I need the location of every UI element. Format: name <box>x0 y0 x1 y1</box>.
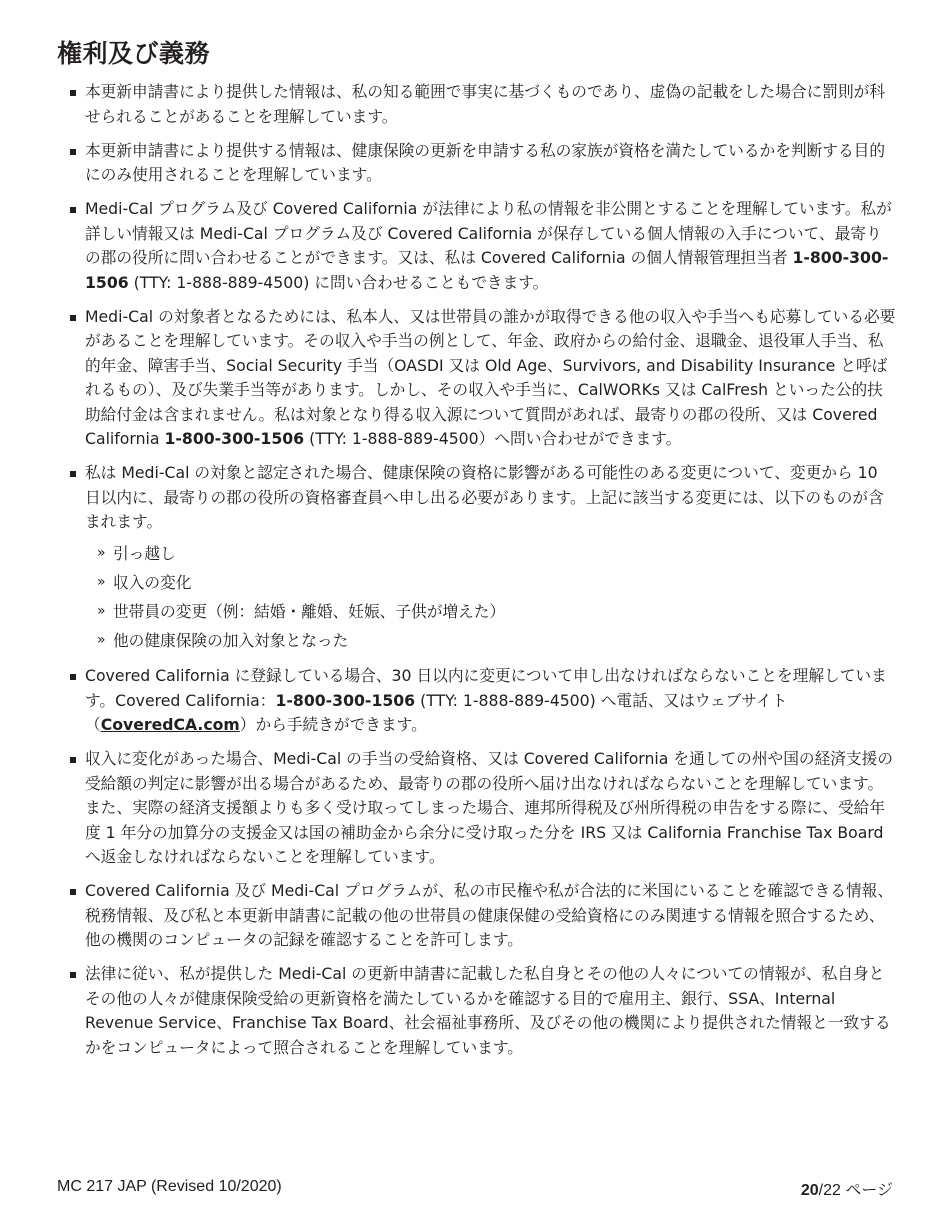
item-text: (TTY: 1-888-889-4500）へ問い合わせができます。 <box>304 429 682 448</box>
bullet-square-icon <box>70 315 76 321</box>
item-text: Covered California に登録している場合、30 日以内に変更について申し出なければならないことを理解しています。Covered California： <box>85 666 887 710</box>
bullet-square-icon <box>70 972 76 978</box>
phone-number: 1-800-300-1506 <box>164 429 305 448</box>
sublist-item: » 収入の変化 <box>85 568 896 597</box>
chevron-double-right-icon: » <box>97 573 106 590</box>
sublist-item: » 世帯員の変更（例：結婚・離婚、妊娠、子供が増えた） <box>85 597 896 626</box>
rights-list <box>70 80 896 1070</box>
bullet-square-icon <box>70 149 76 155</box>
bullet-square-icon <box>70 207 76 213</box>
coveredca-link[interactable]: CoveredCA.com <box>100 715 240 734</box>
bullet-square-icon <box>70 889 76 895</box>
page-number <box>801 1177 893 1200</box>
sublist-item: » 他の健康保険の加入対象となった <box>85 626 896 655</box>
list-item <box>70 80 896 129</box>
list-item <box>70 962 896 1060</box>
list-item <box>70 461 896 655</box>
item-text: Medi-Cal の対象者となるためには、私本人、又は世帯員の誰かが取得できる他の収入や手当へも応募している必要があることを理解しています。その収入や手当の例として、年金、政府からの給付金、退職金、退役軍人手当、私的年金、障害手当、Social Security 手当（OASDI 又は Old Age、Survivors, and Disability Insurance と呼ばれるもの）、及び失業手当等があります。しかし、その収入や手当に、CalWORKs 又は CalFresh といった公的扶助給付金は含まれません。私は対象となり得る収入源について質問があれば、最寄りの郡の役所、又は Covered California <box>85 306 896 448</box>
list-item <box>70 664 896 738</box>
form-id: MC 217 JAP (Revised 10/2020) <box>57 1178 282 1195</box>
item-text: 本更新申請書により提供した情報は、私の知る範囲で事実に基づくものであり、虚偽の記載をした場合に罰則が科せられることがあることを理解しています。 <box>85 82 886 126</box>
list-item <box>70 139 896 188</box>
item-text: (TTY: 1-888-889-4500) に問い合わせることもできます。 <box>128 272 549 292</box>
list-item <box>70 879 896 953</box>
bullet-square-icon <box>70 757 76 763</box>
item-text: 収入に変化があった場合、Medi-Cal の手当の受給資格、又は Covered California を通しての州や国の経済支援の受給額の判定に影響が出る場合があるため、最寄りの郡の役所へ届け出なければならないことを理解しています。また、実際の経済支援額よりも多く受け取ってしまった場合、連邦所得税及び州所得税の申告をする際に、受給年度 1 年分の加算分の支援金又は国の補助金から余分に受け取った分を IRS 又は California Franchise Tax Board へ返金しなければならないことを理解しています。 <box>85 749 894 866</box>
item-text: 法律に従い、私が提供した Medi-Cal の更新申請書に記載した私自身とその他の人々についての情報が、私自身とその他の人々が健康保険受給の更新資格を満たしているかを確認する目的で雇用主、銀行、SSA、Internal Revenue Service、Franchise Tax Board、社会福祉事務所、及びその他の機関により提供された情報と一致するかをコンピュータによって照合されることを理解しています。 <box>85 964 891 1057</box>
chevron-double-right-icon: » <box>97 602 106 619</box>
bullet-square-icon <box>70 90 76 96</box>
list-item <box>70 747 896 870</box>
item-text: ）から手続きができます。 <box>239 715 427 734</box>
chevron-double-right-icon: » <box>97 544 106 561</box>
chevron-double-right-icon: » <box>97 631 106 648</box>
item-text: (TTY: 1-888-889-4500) へ電話、又はウェブサイト（ <box>85 690 788 734</box>
changes-sublist <box>85 539 896 655</box>
item-text: Covered California 及び Medi-Cal プログラムが、私の市民権や私が合法的に米国にいることを確認できる情報、税務情報、及び私と本更新申請書に記載の他の世帯員の健康保健の受給資格にのみ関連する情報を照合するため、他の機関のコンピュータの記録を確認することを許可します。 <box>85 881 894 949</box>
item-text: 本更新申請書により提供する情報は、健康保険の更新を申請する私の家族が資格を満たしているかを判断する目的にのみ使用されることを理解しています。 <box>85 140 886 184</box>
page-current: 20 <box>800 1182 819 1199</box>
page-total: /22 ページ <box>818 1182 893 1199</box>
section-title: 権利及び義務 <box>57 39 211 68</box>
item-text: Medi-Cal プログラム及び Covered California が法律により私の情報を非公開とすることを理解しています。私が詳しい情報又は Medi-Cal プログラム及び Covered California が保存している個人情報の入手について、最寄りの郡の役所に問い合わせることができます。又は、私は Covered California の個人情報管理担当者 <box>85 199 892 267</box>
list-item <box>70 305 896 452</box>
list-item <box>70 197 896 295</box>
phone-number: 1-800-300-1506 <box>85 248 889 292</box>
sublist-item: » 引っ越し <box>85 539 896 568</box>
bullet-square-icon <box>70 674 76 680</box>
phone-number: 1-800-300-1506 <box>275 690 416 710</box>
item-text: 私は Medi-Cal の対象と認定された場合、健康保険の資格に影響がある可能性のある変更について、変更から 10 日以内に、最寄りの郡の役所の資格審査員へ申し出る必要があります。上記に該当する変更には、以下のものが含まれます。 <box>85 463 884 531</box>
bullet-square-icon <box>70 471 76 477</box>
